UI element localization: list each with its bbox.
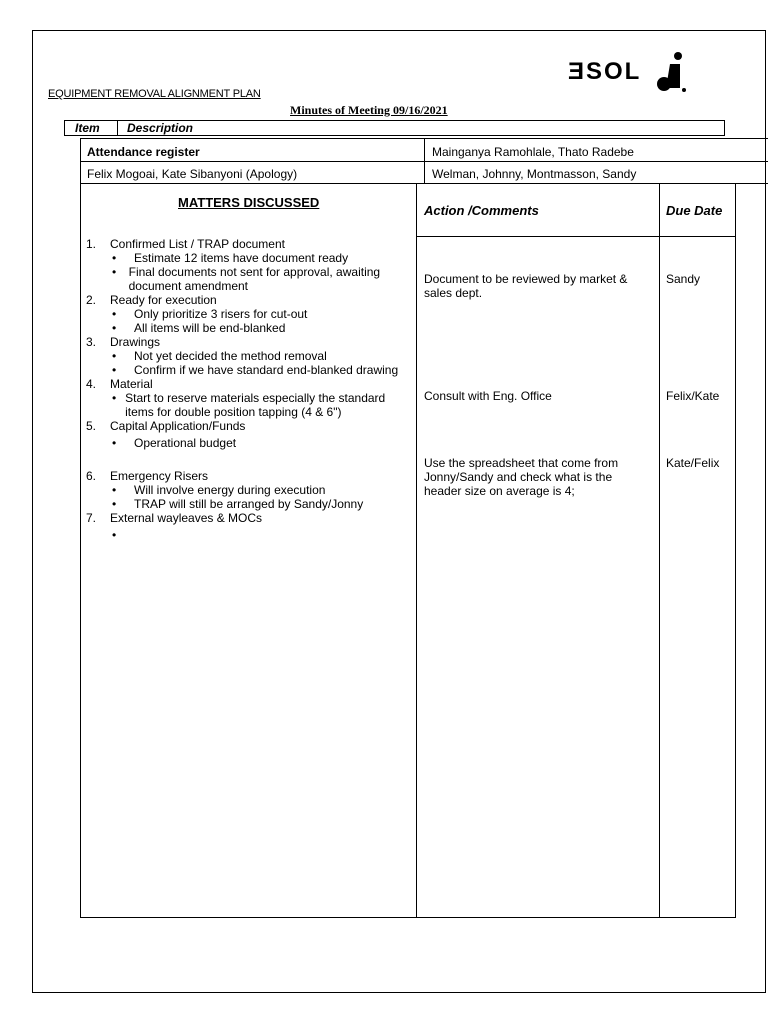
matter-number: 3. — [86, 335, 97, 349]
meeting-date-title: Minutes of Meeting 09/16/2021 — [290, 103, 448, 117]
table-right-border — [735, 184, 736, 918]
matter-number: 7. — [86, 511, 97, 525]
matter-title: External wayleaves & MOCs — [110, 511, 263, 525]
matter-title: Drawings — [110, 335, 161, 349]
company-logo — [568, 50, 688, 96]
attendance-mid-line — [80, 161, 425, 162]
matter-number: 2. — [86, 293, 97, 307]
matter-number: 4. — [86, 377, 97, 391]
matter-bullet: All items will be end-blanked — [134, 321, 286, 335]
matters-divider — [416, 184, 417, 918]
matter-bullet: Final documents not sent for approval, awaiting document amendment — [128, 265, 381, 293]
matter-title: Ready for execution — [110, 293, 217, 307]
matter-number: 5. — [86, 419, 97, 433]
matter-bullet: Not yet decided the method removal — [134, 349, 327, 363]
attendance-mid-line-right — [424, 161, 768, 162]
due-date: Felix/Kate — [666, 389, 720, 403]
header-divider — [117, 121, 118, 136]
attendance-names-right-1: Mainganya Ramohlale, Thato Radebe — [432, 145, 634, 159]
matters-list: 1. Confirmed List / TRAP document • Estimate 12 items have document ready • Final documents not sent for approval, awaiting document amendment 2. Ready for execution • Only prioritize 3 risers for cut-out • All items will be end-blanked 3. Drawings • Not yet decided the method removal • Confirm if we have standard end-blanked drawing 4. Material • Start to reserve materials especially the standard items for double position tapping (4 & 6") 5. Capital Application/Funds • Operational budget 6. Emergency Risers • Will involve energy during execution • TRAP will still be arranged by Sandy/Jonny 7. External wayleaves & MOCs • — [86, 237, 411, 542]
table-left-border — [80, 138, 81, 918]
matter-bullet: TRAP will still be arranged by Sandy/Jonny — [134, 497, 364, 511]
header-bottom-line — [416, 236, 736, 237]
action-comments-heading: Action /Comments — [424, 203, 539, 218]
matter-bullet: Will involve energy during execution — [134, 483, 326, 497]
table-bottom-line — [80, 917, 736, 918]
matter-title: Capital Application/Funds — [110, 419, 246, 433]
attendance-names-right-2: Welman, Johnny, Montmasson, Sandy — [432, 167, 637, 181]
document-title: EQUIPMENT REMOVAL ALIGNMENT PLAN — [48, 88, 261, 100]
item-header: Item — [75, 121, 100, 135]
action-comment: Consult with Eng. Office — [424, 389, 552, 403]
due-date: Sandy — [666, 272, 701, 286]
matter-number: 1. — [86, 237, 97, 251]
matter-bullet: Only prioritize 3 risers for cut-out — [134, 307, 308, 321]
matter-bullet: Operational budget — [134, 436, 237, 450]
action-comment: Use the spreadsheet that come from Jonny/Sandy and check what is the header size on average is 4; — [424, 456, 619, 498]
matter-bullet: Confirm if we have standard end-blanked drawing — [134, 363, 399, 377]
attendance-bottom-line — [80, 183, 768, 184]
due-divider — [659, 184, 660, 918]
logo-mark-icon — [656, 50, 690, 94]
item-description-header — [64, 120, 725, 136]
action-comment: Document to be reviewed by market & sales dept. — [424, 272, 628, 300]
matter-bullet: Start to reserve materials especially the standard items for double position tapping (4 & 6") — [125, 391, 386, 419]
logo-text: ƎSOL — [568, 58, 642, 85]
due-date: Kate/Felix — [666, 456, 720, 470]
description-header: Description — [127, 121, 194, 135]
attendance-names-left: Felix Mogoai, Kate Sibanyoni (Apology) — [87, 167, 298, 181]
matter-bullet: Estimate 12 items have document ready — [134, 251, 349, 265]
matters-discussed-heading: MATTERS DISCUSSED — [178, 195, 320, 210]
attendance-label: Attendance register — [87, 145, 200, 159]
due-date-heading: Due Date — [666, 203, 723, 218]
matter-title: Confirmed List / TRAP document — [110, 237, 285, 251]
matter-title: Material — [110, 377, 153, 391]
matter-number: 6. — [86, 469, 97, 483]
matter-title: Emergency Risers — [110, 469, 209, 483]
attendance-top-line — [80, 138, 768, 139]
